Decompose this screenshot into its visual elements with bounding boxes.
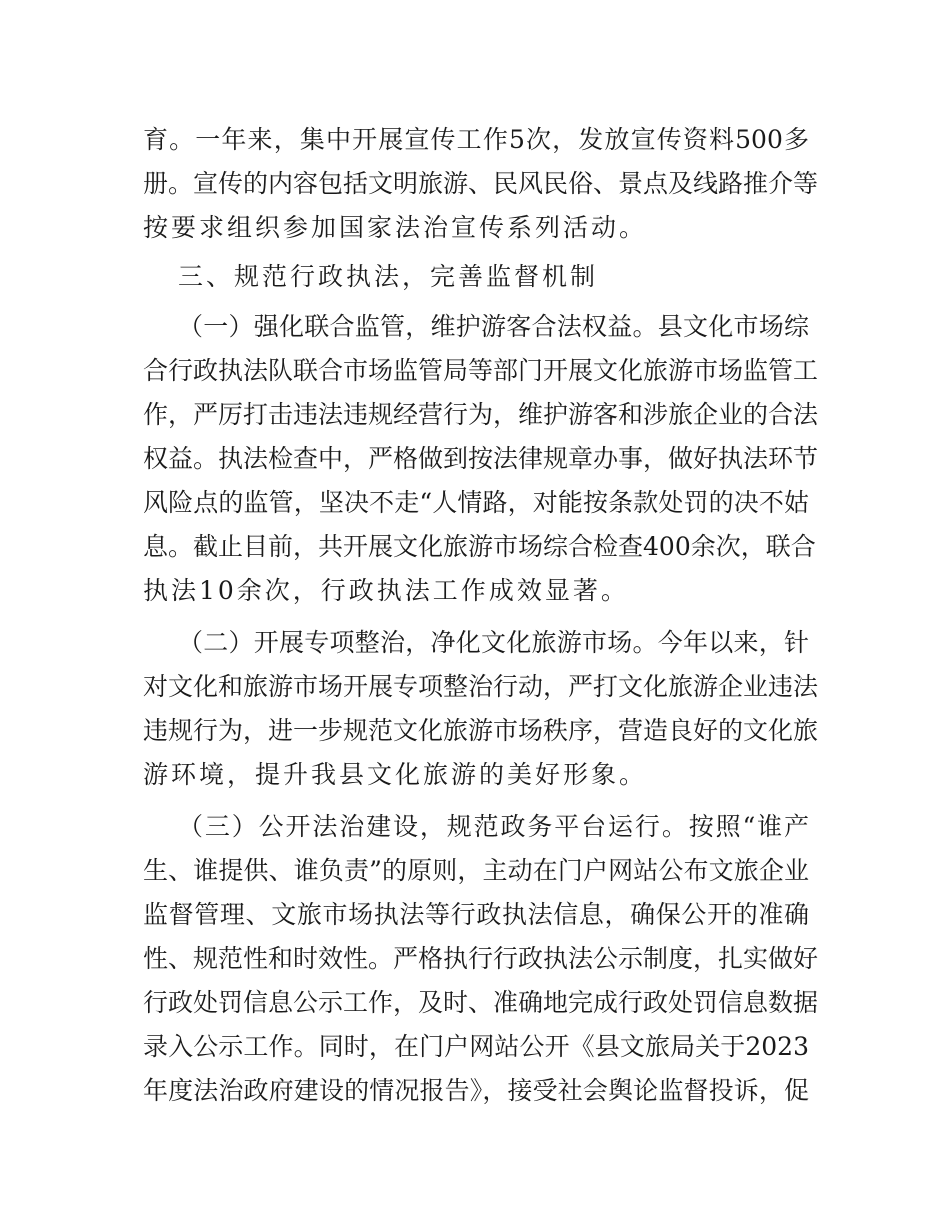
text-line: 监督管理、文旅市场执法等行政执法信息，确保公开的准确: [143, 900, 809, 929]
text-line: 合行政执法队联合市场监管局等部门开展文化旅游市场监管工: [143, 356, 819, 385]
text-line: 权益。执法检查中，严格做到按法律规章办事，做好执法环节: [143, 444, 819, 473]
paragraph-heading-line: （三）公开法治建设，规范政务平台运行。按照“谁产: [178, 812, 809, 841]
text-line: 册。宣传的内容包括文明旅游、民风民俗、景点及线路推介等: [143, 169, 819, 198]
text-line: 录入公示工作。同时，在门户网站公开《县文旅局关于2023: [143, 1032, 809, 1061]
text-line: 性、规范性和时效性。严格执行行政执法公示制度，扎实做好: [143, 944, 819, 973]
text-line: 行政处罚信息公示工作，及时、准确地完成行政处罚信息数据: [143, 988, 819, 1017]
text-line: 年度法治政府建设的情况报告》，接受社会舆论监督投诉，促: [143, 1076, 809, 1105]
text-line: 作，严厉打击违法违规经营行为，维护游客和涉旅企业的合法: [143, 400, 819, 429]
text-line: 息。截止目前，共开展文化旅游市场综合检查400余次，联合: [143, 532, 816, 561]
text-line: 游环境，提升我县文化旅游的美好形象。: [143, 760, 648, 789]
text-line: 对文化和旅游市场开展专项整治行动，严打文化旅游企业违法: [143, 672, 819, 701]
text-line: 育。一年来，集中开展宣传工作5次，发放宣传资料500多: [143, 125, 809, 154]
text-line: 生、谁提供、谁负责”的原则，主动在门户网站公布文旅企业: [143, 856, 809, 885]
text-line: 执法10余次，行政执法工作成效显著。: [143, 576, 629, 605]
text-line: 风险点的监管，坚决不走“人情路，对能按条款处罚的决不姑: [143, 488, 809, 517]
paragraph-heading-line: （二）开展专项整治，净化文化旅游市场。今年以来，针: [178, 628, 809, 657]
paragraph-heading-line: （一）强化联合监管，维护游客合法权益。县文化市场综: [178, 312, 809, 341]
text-line: 违规行为，进一步规范文化旅游市场秩序，营造良好的文化旅: [143, 716, 819, 745]
text-line: 按要求组织参加国家法治宣传系列活动。: [143, 213, 648, 242]
section-heading: 三、规范行政执法，完善监督机制: [178, 262, 599, 291]
